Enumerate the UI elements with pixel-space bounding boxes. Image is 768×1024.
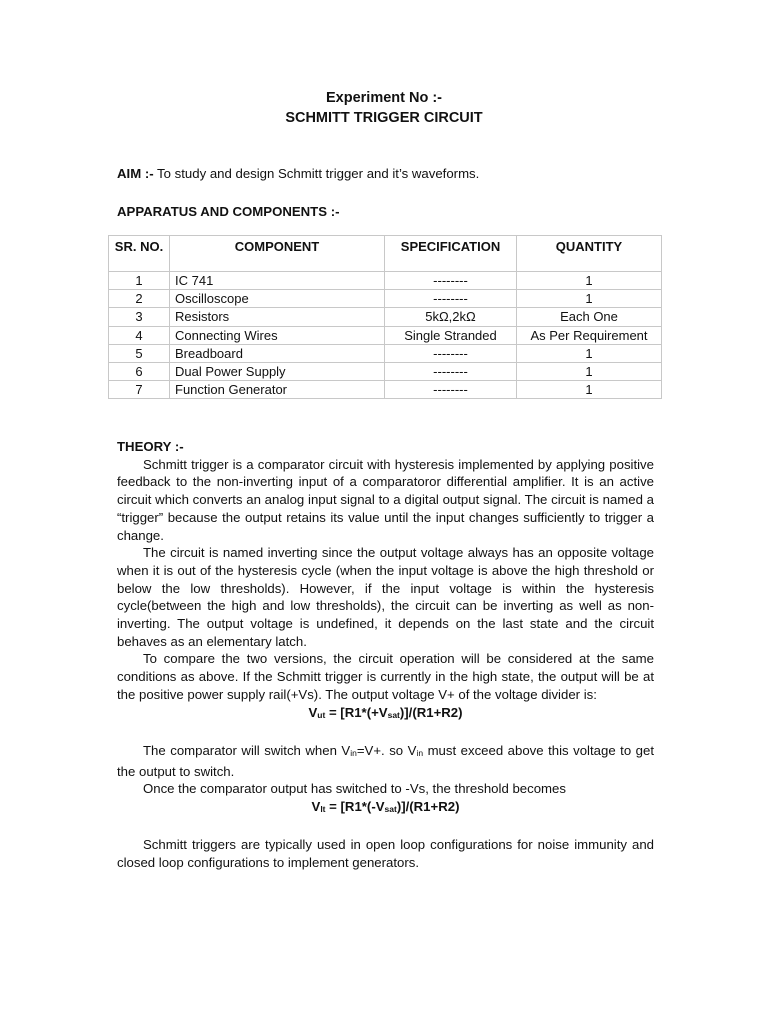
- formula-sat-subscript: sat: [384, 804, 397, 815]
- cell-quantity: As Per Requirement: [517, 326, 662, 344]
- theory-section: [117, 438, 654, 872]
- apparatus-heading: APPARATUS AND COMPONENTS :-: [117, 204, 340, 219]
- table-row: [109, 308, 662, 326]
- upper-threshold-formula: [117, 704, 654, 725]
- cell-sr-no: 5: [109, 344, 170, 362]
- aim-label: AIM :-: [117, 166, 154, 181]
- header-quantity: QUANTITY: [517, 236, 662, 272]
- aim-section: [117, 165, 479, 183]
- cell-component: Dual Power Supply: [170, 363, 385, 381]
- cell-quantity: Each One: [517, 308, 662, 326]
- cell-sr-no: 1: [109, 272, 170, 290]
- cell-specification: --------: [385, 363, 517, 381]
- cell-component: Oscilloscope: [170, 290, 385, 308]
- theory-paragraph-4: [117, 742, 654, 780]
- lower-threshold-formula: [117, 798, 654, 819]
- cell-component: Resistors: [170, 308, 385, 326]
- header-component: COMPONENT: [170, 236, 385, 272]
- text-run: must exceed above this voltage to get the output to switch.: [117, 742, 654, 779]
- formula-subscript: lt: [320, 804, 326, 815]
- experiment-number: Experiment No :-: [325, 90, 442, 106]
- cell-specification: --------: [385, 344, 517, 362]
- formula-symbol: V: [311, 799, 321, 815]
- cell-component: Connecting Wires: [170, 326, 385, 344]
- formula-sat-subscript: sat: [387, 709, 400, 720]
- formula-middle: = [R1*(-V: [325, 799, 385, 815]
- cell-component: Breadboard: [170, 344, 385, 362]
- theory-paragraph-5: Once the comparator output has switched to -Vs, the threshold becomes: [143, 781, 566, 797]
- table-row: [109, 344, 662, 362]
- cell-sr-no: 3: [109, 308, 170, 326]
- formula-symbol: V: [308, 704, 318, 720]
- table-header-row: [109, 236, 662, 272]
- cell-sr-no: 6: [109, 363, 170, 381]
- theory-paragraph-6: Schmitt triggers are typically used in open loop configurations for noise immunity and closed loop configurations to implement generators.: [117, 837, 654, 871]
- cell-specification: 5kΩ,2kΩ: [385, 308, 517, 326]
- table-row: [109, 381, 662, 399]
- theory-heading: THEORY :-: [117, 439, 184, 454]
- header-sr-no: SR. NO.: [109, 236, 170, 272]
- spacer: [117, 724, 654, 742]
- cell-sr-no: 2: [109, 290, 170, 308]
- header-specification: SPECIFICATION: [385, 236, 517, 272]
- cell-quantity: 1: [517, 344, 662, 362]
- spacer: [117, 819, 654, 837]
- table-row: [109, 290, 662, 308]
- formula-middle: = [R1*(+V: [325, 704, 388, 720]
- cell-specification: --------: [385, 272, 517, 290]
- cell-quantity: 1: [517, 272, 662, 290]
- cell-sr-no: 7: [109, 381, 170, 399]
- formula-end: )]/(R1+R2): [399, 704, 463, 720]
- table-row: [109, 272, 662, 290]
- cell-component: Function Generator: [170, 381, 385, 399]
- table-row: [109, 363, 662, 381]
- text-run: The comparator will switch when V: [143, 742, 351, 758]
- vin-subscript: in: [350, 747, 357, 758]
- cell-specification: Single Stranded: [385, 326, 517, 344]
- formula-end: )]/(R1+R2): [396, 799, 460, 815]
- formula-subscript: ut: [317, 709, 326, 720]
- theory-paragraph-1: Schmitt trigger is a comparator circuit with hysteresis implemented by applying positive feedback to the non-inverting input of a comparatoror differential amplifier. It is an active circuit which converts an analog input signal to a digital output signal. The circuit is named a “trigger” because the output retains its value until the input changes sufficiently to trigger a change.: [117, 456, 654, 543]
- table-row: [109, 326, 662, 344]
- text-run: =V+. so V: [356, 742, 417, 758]
- cell-quantity: 1: [517, 363, 662, 381]
- cell-specification: --------: [385, 381, 517, 399]
- cell-quantity: 1: [517, 290, 662, 308]
- cell-specification: --------: [385, 290, 517, 308]
- cell-component: IC 741: [170, 272, 385, 290]
- page-title: SCHMITT TRIGGER CIRCUIT: [285, 110, 483, 126]
- components-table: [108, 235, 662, 399]
- cell-sr-no: 4: [109, 326, 170, 344]
- theory-paragraph-3: To compare the two versions, the circuit operation will be considered at the same conditions as above. If the Schmitt trigger is currently in the high state, the output will be at the positive power supply rail(+Vs). The output voltage V+ of the voltage divider is:: [117, 651, 654, 702]
- vin-subscript: in: [416, 747, 424, 758]
- theory-paragraph-2: The circuit is named inverting since the output voltage always has an opposite voltage when it is out of the hysteresis cycle (when the input voltage is above the high threshold or below the low thresholds). However, if the input voltage is within the hysteresis cycle(between the high and low thresholds), the circuit can be inverting as well as non-inverting. The output voltage is undefined, it depends on the last state and the circuit behaves as an elementary latch.: [117, 545, 654, 649]
- cell-quantity: 1: [517, 381, 662, 399]
- aim-text: To study and design Schmitt trigger and it’s waveforms.: [153, 166, 480, 181]
